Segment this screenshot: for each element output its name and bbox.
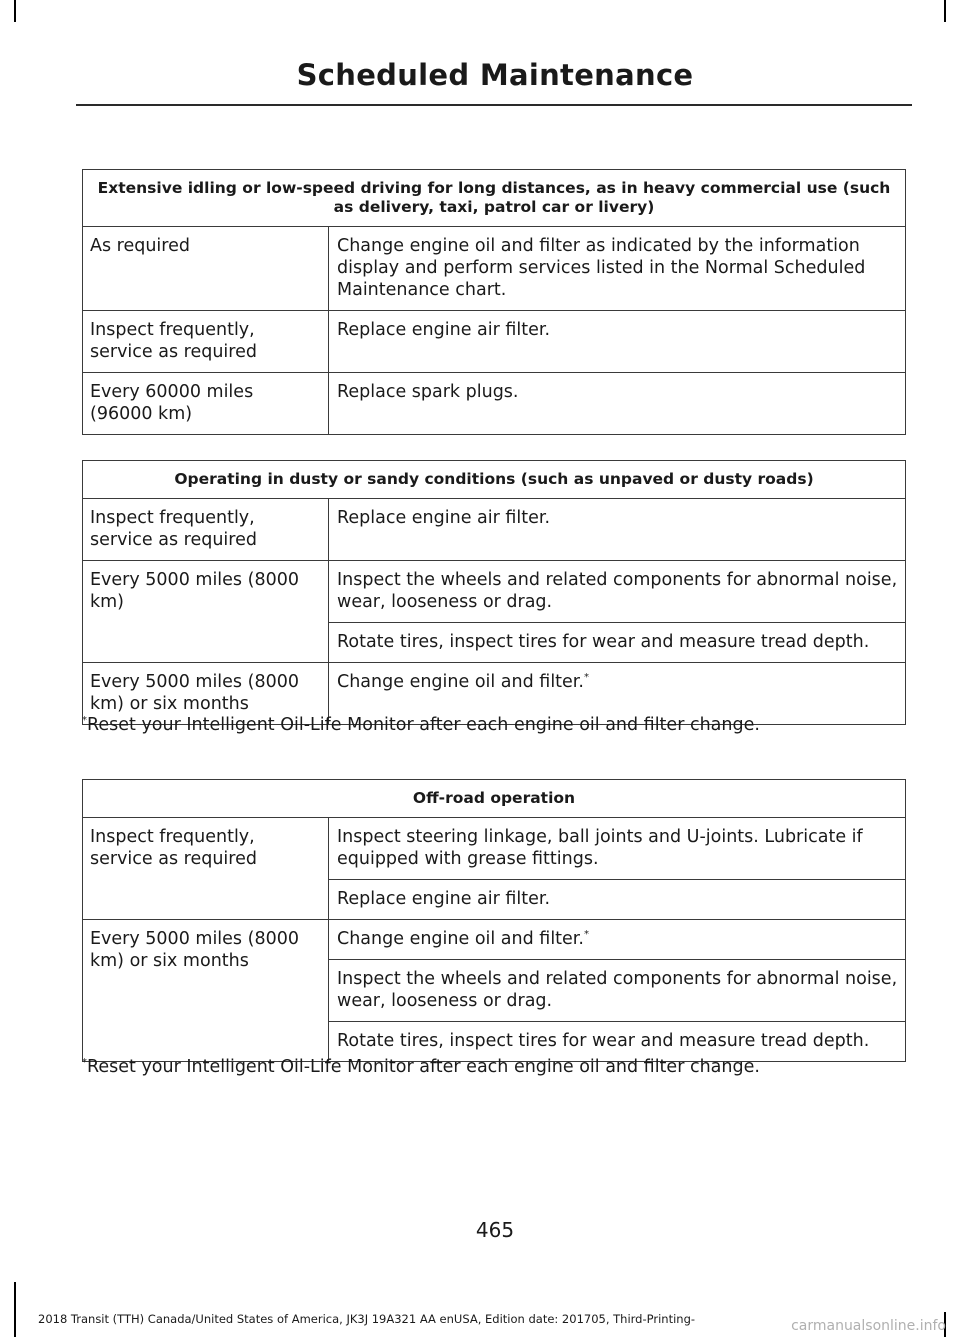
interval-cell: Inspect frequently, service as required [83, 311, 329, 373]
footer-edition-info: 2018 Transit (TTH) Canada/United States of America, JK3J 19A321 AA enUSA, Edition date: 201705, Third-Printing- [38, 1312, 696, 1326]
interval-cell: Inspect frequently, service as required [83, 818, 329, 920]
interval-cell: Every 5000 miles (8000 km) or six months [83, 663, 329, 725]
table-row [83, 373, 906, 435]
interval-cell: Every 5000 miles (8000 km) or six months [83, 920, 329, 1062]
crop-mark-top-left [14, 0, 16, 22]
action-cell: Inspect the wheels and related components for abnormal noise, wear, looseness or drag. [329, 960, 906, 1022]
table-row [83, 561, 906, 623]
action-text: Change engine oil and filter. [337, 672, 584, 692]
action-cell: Change engine oil and filter as indicated by the information display and perform services listed in the Normal Scheduled Maintenance chart. [329, 227, 906, 311]
crop-mark-bottom-left [14, 1282, 16, 1337]
footnote-text: Reset your Intelligent Oil-Life Monitor after each engine oil and filter change. [87, 1057, 760, 1077]
action-cell: Inspect steering linkage, ball joints and U-joints. Lubricate if equipped with grease fittings. [329, 818, 906, 880]
footnote-text: Reset your Intelligent Oil-Life Monitor after each engine oil and filter change. [87, 715, 760, 735]
table-heading: Operating in dusty or sandy conditions (such as unpaved or dusty roads) [83, 461, 906, 499]
interval-cell: As required [83, 227, 329, 311]
footnote-marker: * [583, 672, 589, 684]
action-cell: Rotate tires, inspect tires for wear and measure tread depth. [329, 623, 906, 663]
action-cell: Replace engine air filter. [329, 311, 906, 373]
action-text: Change engine oil and filter. [337, 929, 584, 949]
page-title: Scheduled Maintenance [296, 58, 694, 92]
watermark: carmanualsonline.info [791, 1318, 946, 1334]
table-heading: Extensive idling or low-speed driving for long distances, as in heavy commercial use (such as delivery, taxi, patrol car or livery) [83, 170, 906, 227]
table-row [83, 311, 906, 373]
interval-cell: Every 5000 miles (8000 km) [83, 561, 329, 663]
crop-mark-top-right [944, 0, 946, 22]
off-road-table [82, 779, 906, 1062]
interval-cell: Inspect frequently, service as required [83, 499, 329, 561]
action-cell: Inspect the wheels and related components for abnormal noise, wear, looseness or drag. [329, 561, 906, 623]
table-row [83, 499, 906, 561]
action-cell: Replace engine air filter. [329, 880, 906, 920]
page-number: 465 [475, 1218, 515, 1242]
footnote [82, 714, 760, 736]
table-heading: Off-road operation [83, 780, 906, 818]
action-cell [329, 920, 906, 960]
interval-cell: Every 60000 miles (96000 km) [83, 373, 329, 435]
footnote-marker: * [583, 929, 589, 941]
action-cell: Replace engine air filter. [329, 499, 906, 561]
action-cell: Replace spark plugs. [329, 373, 906, 435]
footnote [82, 1056, 760, 1078]
table-row [83, 818, 906, 880]
action-cell: Rotate tires, inspect tires for wear and measure tread depth. [329, 1022, 906, 1062]
footnote-marker: * [82, 1057, 87, 1069]
title-divider [76, 104, 912, 106]
footnote-marker: * [82, 715, 87, 727]
commercial-use-table [82, 169, 906, 435]
dusty-conditions-table [82, 460, 906, 725]
table-row [83, 920, 906, 960]
table-row [83, 227, 906, 311]
